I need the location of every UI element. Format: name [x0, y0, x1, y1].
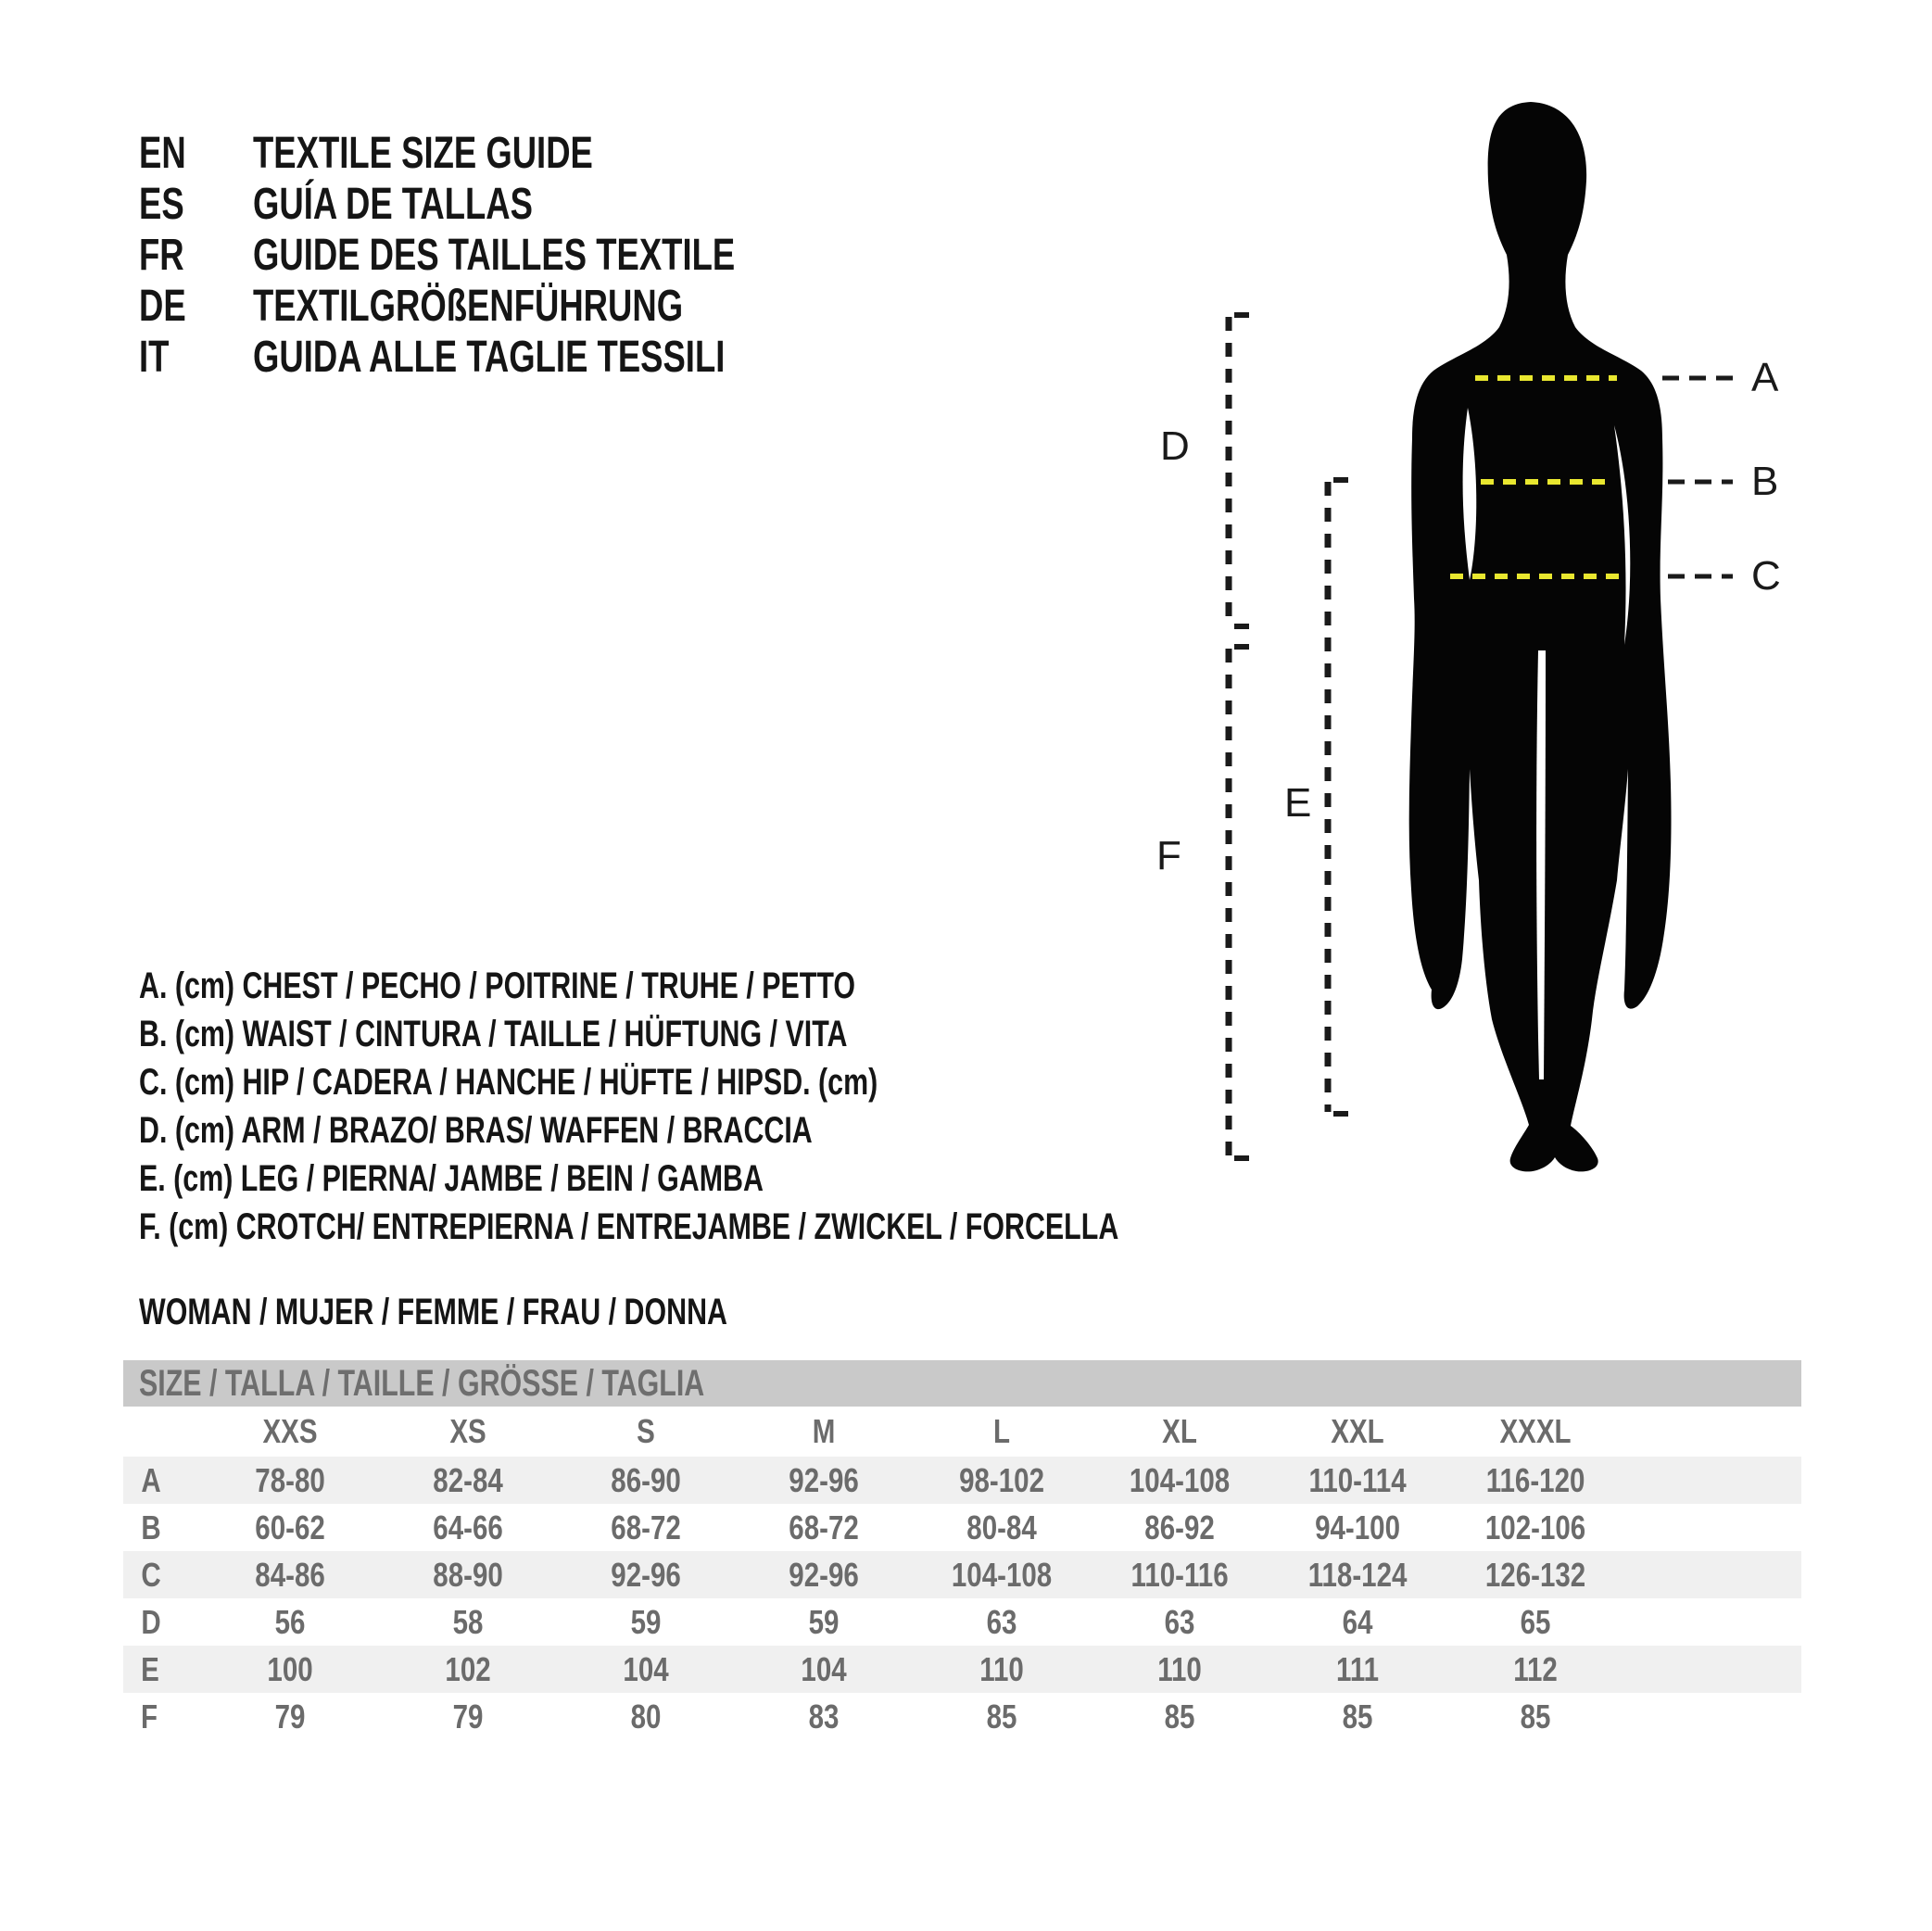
figure-label-d: D — [1160, 423, 1190, 469]
size-columns-row — [123, 1407, 1801, 1457]
figure-label-b: B — [1751, 459, 1779, 504]
table-row-b: B 60-62 64-66 68-72 68-72 80-84 86-92 94-100 102-106 — [141, 1508, 1586, 1546]
legend-line-f: F. (cm) CROTCH/ ENTREPIERNA / ENTREJAMBE / ZWICKEL / FORCELLA — [139, 1205, 1119, 1247]
size-header-label: SIZE / TALLA / TAILLE / GRÖSSE / TAGLIA — [139, 1362, 705, 1404]
lang-title-en: TEXTILE SIZE GUIDE — [253, 129, 593, 178]
table-row-f: F 79 79 80 83 85 85 85 85 — [140, 1697, 1551, 1735]
lang-title-it: GUIDA ALLE TAGLIE TESSILI — [253, 333, 726, 382]
table-row-a: A 78-80 82-84 86-90 92-96 98-102 104-108 110-114 116-120 — [123, 1457, 1801, 1504]
figure-label-e: E — [1284, 780, 1312, 826]
section-title-woman: WOMAN / MUJER / FEMME / FRAU / DONNA — [139, 1291, 728, 1332]
table-row-d: D 56 58 59 59 63 63 64 65 — [141, 1602, 1551, 1641]
table-row-c: C 84-86 88-90 92-96 92-96 104-108 110-116 118-124 126-132 — [123, 1551, 1801, 1598]
lang-code-it: IT — [139, 333, 170, 382]
col-xxl: XXL — [1331, 1412, 1384, 1450]
col-m: M — [812, 1412, 836, 1450]
lang-title-de: TEXTILGRÖßENFÜHRUNG — [253, 282, 684, 331]
table-row-e: E 100 102 104 104 110 110 111 112 — [123, 1646, 1801, 1693]
figure-label-a: A — [1751, 355, 1779, 400]
legend-line-d: D. (cm) ARM / BRAZO/ BRAS/ WAFFEN / BRACCIA — [139, 1109, 813, 1151]
lang-code-fr: FR — [139, 231, 184, 280]
legend-line-c: C. (cm) HIP / CADERA / HANCHE / HÜFTE / HIPSD. (cm) — [139, 1061, 878, 1103]
legend-line-b: B. (cm) WAIST / CINTURA / TAILLE / HÜFTUNG / VITA — [139, 1013, 848, 1054]
figure-label-c: C — [1751, 553, 1781, 599]
lang-title-fr: GUIDE DES TAILLES TEXTILE — [253, 231, 736, 280]
figure-label-f: F — [1156, 833, 1181, 878]
lang-code-en: EN — [139, 129, 186, 178]
lang-code-de: DE — [139, 282, 186, 331]
size-header-bar — [123, 1360, 1801, 1407]
col-s: S — [637, 1412, 655, 1450]
col-xs: XS — [449, 1412, 486, 1450]
legend-line-e: E. (cm) LEG / PIERNA/ JAMBE / BEIN / GAMBA — [139, 1157, 764, 1199]
lang-title-es: GUÍA DE TALLAS — [253, 180, 533, 229]
col-xxs: XXS — [262, 1412, 318, 1450]
size-table — [123, 1407, 1801, 1740]
lang-code-es: ES — [139, 180, 184, 229]
col-xl: XL — [1162, 1412, 1197, 1450]
legend-line-a: A. (cm) CHEST / PECHO / POITRINE / TRUHE / PETTO — [139, 965, 856, 1006]
col-l: L — [992, 1412, 1011, 1450]
col-xxxl: XXXL — [1499, 1412, 1572, 1450]
measure-legend — [139, 962, 1428, 1251]
